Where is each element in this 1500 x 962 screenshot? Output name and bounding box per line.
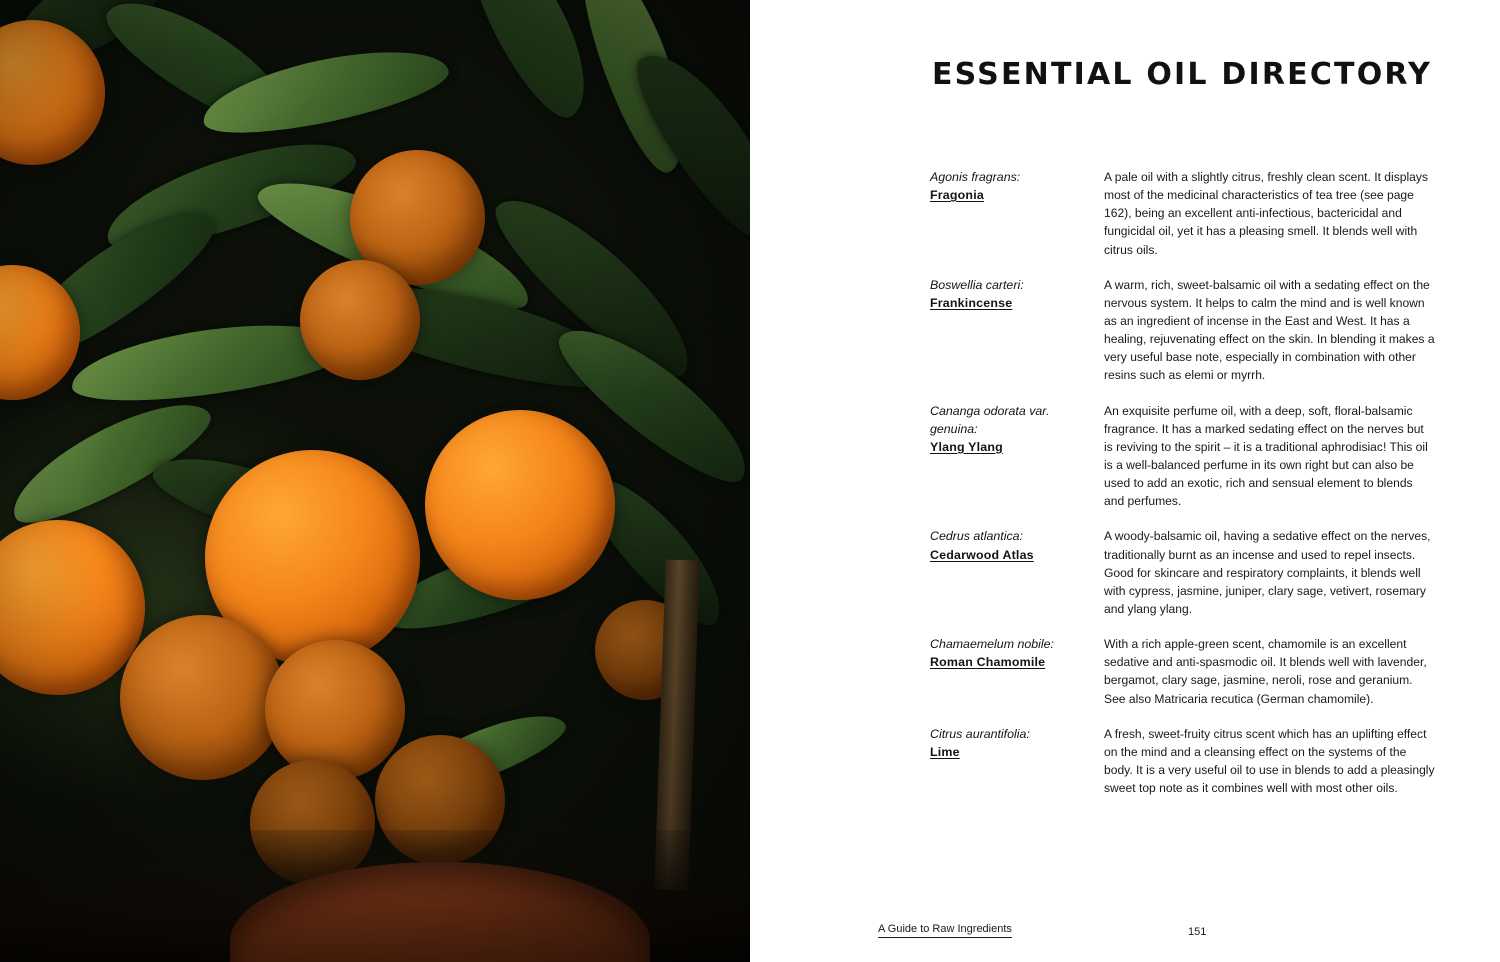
entry-description: A pale oil with a slightly citrus, freshly clean scent. It displays most of the medicinal characteristics of tea tree (see page 162), being an excellent anti-infectious, bactericidal and fungicidal oil, yet it has a pleasing smell. It blends well with citrus oils. xyxy=(1104,170,1428,257)
list-item xyxy=(930,527,1435,618)
entry-description: A fresh, sweet-fruity citrus scent which has an uplifting effect on the mind and a cleansing effect on the systems of the body. It is a very useful oil to use in blends to add a pleasingly sweet top note as it combines well with most other oils. xyxy=(1104,726,1435,796)
entry-name xyxy=(930,725,1082,798)
entry-description: With a rich apple-green scent, chamomile is an excellent sedative and anti-spasmodic oil. It blends well with lavender, bergamot, clary sage, jasmine, neroli, rose and geranium. See also Matricaria recutica (German chamomile). xyxy=(1104,637,1427,706)
essential-oil-entry-list xyxy=(930,168,1435,814)
entry-name xyxy=(930,168,1082,259)
entry-description: A warm, rich, sweet-balsamic oil with a sedating effect on the nervous system. It helps to calm the mind and is well known as an ingredient of incense in the East and West. It has a healing, rejuvenating effect on the skin. In blending it makes a very useful base note, especially in combination with other resins such as elemi or myrrh. xyxy=(1104,277,1435,383)
list-item xyxy=(930,276,1435,385)
entry-latin-name: Boswellia carteri: xyxy=(930,277,1024,292)
list-item xyxy=(930,168,1435,259)
page-number: 151 xyxy=(1188,926,1207,938)
directory-page xyxy=(750,0,1500,962)
entry-common-name: Lime xyxy=(930,744,960,759)
list-item xyxy=(930,635,1435,708)
footer-section-label: A Guide to Raw Ingredients xyxy=(878,923,1012,938)
entry-name xyxy=(930,402,1082,511)
entry-latin-name: Citrus aurantifolia: xyxy=(930,726,1030,741)
entry-description: An exquisite perfume oil, with a deep, soft, floral-balsamic fragrance. It has a marked sedating effect on the nerves but is reviving to the spirit – it is a traditional aphrodisiac! This oil is a well-balanced perfume in its own right but can also be used to add an exotic, rich and sensual element to blends and perfumes. xyxy=(1104,403,1428,509)
entry-common-name: Frankincense xyxy=(930,295,1013,310)
entry-latin-name: Cedrus atlantica: xyxy=(930,529,1023,544)
entry-name xyxy=(930,635,1082,708)
list-item xyxy=(930,725,1435,798)
page-title: ESSENTIAL OIL DIRECTORY xyxy=(931,57,1432,92)
entry-latin-name: Cananga odorata var. genuina: xyxy=(930,403,1050,436)
entry-name xyxy=(930,276,1082,385)
entry-common-name: Fragonia xyxy=(930,188,984,203)
entry-common-name: Cedarwood Atlas xyxy=(930,547,1034,562)
entry-common-name: Roman Chamomile xyxy=(930,655,1046,670)
entry-description: A woody-balsamic oil, having a sedative effect on the nerves, traditionally burnt as an incense and used to repel insects. Good for skincare and respiratory complaints, it blends well with cypress, jasmine, juniper, clary sage, vetivert, rosemary and ylang ylang. xyxy=(1104,529,1431,616)
entry-latin-name: Agonis fragrans: xyxy=(930,170,1021,184)
entry-name xyxy=(930,527,1082,618)
entry-latin-name: Chamaemelum nobile: xyxy=(930,637,1054,652)
entry-common-name: Ylang Ylang xyxy=(930,439,1003,454)
list-item xyxy=(930,402,1435,511)
